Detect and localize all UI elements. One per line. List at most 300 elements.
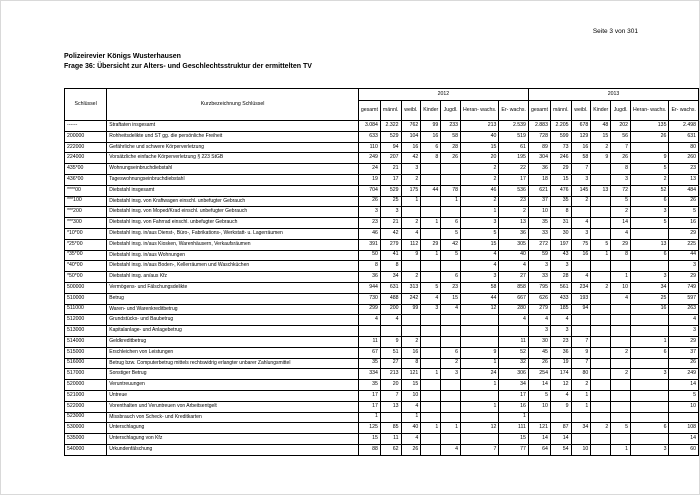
cell-value: 30 bbox=[528, 336, 550, 347]
row-label: Diebstahl insg. von Moped/Krad einschl. unbefugter Gebrauch bbox=[107, 207, 359, 218]
cell-value bbox=[631, 228, 669, 239]
cell-value bbox=[571, 412, 591, 423]
row-label: Tageswohnungseinbruchdiebstahl bbox=[107, 174, 359, 185]
table-row bbox=[65, 239, 699, 250]
cell-value: 3 bbox=[441, 369, 461, 380]
cell-value: 73 bbox=[550, 142, 571, 153]
column-header: Kinder bbox=[421, 101, 441, 121]
cell-value: 3 bbox=[669, 326, 699, 337]
cell-value bbox=[631, 315, 669, 326]
row-key: *10*00 bbox=[65, 228, 107, 239]
row-key: 514000 bbox=[65, 336, 107, 347]
cell-value bbox=[591, 272, 611, 283]
cell-value bbox=[591, 304, 611, 315]
cell-value: 1 bbox=[460, 401, 498, 412]
cell-value: 4 bbox=[421, 293, 441, 304]
cell-value: 18 bbox=[528, 174, 550, 185]
cell-value: 40 bbox=[460, 131, 498, 142]
cell-value: 3 bbox=[631, 207, 669, 218]
cell-value: 5 bbox=[669, 390, 699, 401]
cell-value bbox=[441, 434, 461, 445]
cell-value: 20 bbox=[460, 153, 498, 164]
row-key: ------ bbox=[65, 121, 107, 132]
cell-value bbox=[631, 380, 669, 391]
table-row bbox=[65, 185, 699, 196]
cell-value: 6 bbox=[441, 218, 461, 229]
row-label: Vermögens- und Fälschungsdelikte bbox=[107, 282, 359, 293]
cell-value: 529 bbox=[380, 185, 401, 196]
cell-value: 9 bbox=[631, 153, 669, 164]
cell-value bbox=[571, 434, 591, 445]
cell-value bbox=[591, 369, 611, 380]
cell-value: 225 bbox=[669, 239, 699, 250]
cell-value: 12 bbox=[550, 380, 571, 391]
cell-value bbox=[460, 326, 498, 337]
cell-value: 16 bbox=[571, 142, 591, 153]
cell-value bbox=[591, 347, 611, 358]
cell-value: 1 bbox=[460, 358, 498, 369]
row-label: Diebstahl insg. in/aus Boden-, Kellerräumen und Waschküchen bbox=[107, 261, 359, 272]
cell-value: 313 bbox=[401, 282, 421, 293]
cell-value: 13 bbox=[591, 185, 611, 196]
column-header: gesamt bbox=[528, 101, 550, 121]
cell-value: 4 bbox=[611, 228, 631, 239]
cell-value: 37 bbox=[669, 347, 699, 358]
cell-value: 45 bbox=[528, 347, 550, 358]
cell-value: 111 bbox=[499, 423, 529, 434]
cell-value: 488 bbox=[380, 293, 401, 304]
cell-value: 129 bbox=[571, 131, 591, 142]
cell-value bbox=[421, 196, 441, 207]
row-key: 436*00 bbox=[65, 174, 107, 185]
cell-value: 19 bbox=[358, 174, 380, 185]
cell-value: 3 bbox=[421, 304, 441, 315]
cell-value: 272 bbox=[528, 239, 550, 250]
cell-value: 12 bbox=[460, 423, 498, 434]
cell-value: 33 bbox=[528, 272, 550, 283]
cell-value: 42 bbox=[401, 153, 421, 164]
cell-value: 2 bbox=[571, 380, 591, 391]
cell-value: 19 bbox=[550, 358, 571, 369]
cell-value: 10 bbox=[528, 401, 550, 412]
cell-value: 195 bbox=[499, 153, 529, 164]
cell-value: 175 bbox=[401, 185, 421, 196]
row-key: 511000 bbox=[65, 304, 107, 315]
cell-value: 1 bbox=[571, 401, 591, 412]
cell-value: 6 bbox=[631, 423, 669, 434]
cell-value bbox=[421, 164, 441, 175]
cell-value: 249 bbox=[358, 153, 380, 164]
cell-value: 254 bbox=[528, 369, 550, 380]
cell-value bbox=[421, 174, 441, 185]
cell-value: 87 bbox=[550, 423, 571, 434]
cell-value: 7 bbox=[571, 358, 591, 369]
cell-value: 3 bbox=[611, 174, 631, 185]
cell-value: 88 bbox=[358, 444, 380, 455]
cell-value bbox=[611, 390, 631, 401]
cell-value: 234 bbox=[571, 282, 591, 293]
cell-value: 121 bbox=[401, 369, 421, 380]
row-key: 500000 bbox=[65, 282, 107, 293]
cell-value: 5 bbox=[591, 239, 611, 250]
cell-value: 2 bbox=[460, 196, 498, 207]
cell-value: 6 bbox=[441, 272, 461, 283]
row-label: Unterschlagung von Kfz bbox=[107, 434, 359, 445]
cell-value: 185 bbox=[550, 304, 571, 315]
cell-value bbox=[611, 434, 631, 445]
cell-value: 22 bbox=[499, 164, 529, 175]
cell-value: 13 bbox=[669, 174, 699, 185]
cell-value: 2 bbox=[571, 196, 591, 207]
question-title: Frage 36: Übersicht zur Alters- und Geschlechtsstruktur der ermittelten TV bbox=[64, 63, 312, 70]
cell-value: 536 bbox=[499, 185, 529, 196]
cell-value: 3 bbox=[550, 326, 571, 337]
row-label: Diebstahl insg. von Kraftwagen einschl. unbefugter Gebrauch bbox=[107, 196, 359, 207]
cell-value: 15 bbox=[591, 131, 611, 142]
cell-value: 7 bbox=[460, 444, 498, 455]
cell-value: 10 bbox=[611, 282, 631, 293]
row-key: *40*00 bbox=[65, 261, 107, 272]
cell-value: 2 bbox=[499, 207, 529, 218]
cell-value: 14 bbox=[611, 218, 631, 229]
cell-value: 260 bbox=[669, 153, 699, 164]
cell-value: 233 bbox=[441, 121, 461, 132]
cell-value: 44 bbox=[460, 293, 498, 304]
cell-value: 2 bbox=[611, 207, 631, 218]
cell-value: 3 bbox=[460, 218, 498, 229]
row-label: Diebstahl insg. von Fahrrad einschl. unbefugter Gebrauch bbox=[107, 218, 359, 229]
cell-value: 304 bbox=[528, 153, 550, 164]
cell-value: 34 bbox=[499, 380, 529, 391]
cell-value: 64 bbox=[528, 444, 550, 455]
cell-value: 72 bbox=[611, 185, 631, 196]
cell-value bbox=[401, 326, 421, 337]
row-label: Veruntreuungen bbox=[107, 380, 359, 391]
cell-value: 37 bbox=[528, 196, 550, 207]
cell-value: 2 bbox=[441, 358, 461, 369]
cell-value: 280 bbox=[499, 304, 529, 315]
table-row bbox=[65, 228, 699, 239]
column-header: Er- wachs. bbox=[499, 101, 529, 121]
cell-value bbox=[441, 336, 461, 347]
cell-value bbox=[421, 412, 441, 423]
cell-value: 1 bbox=[421, 423, 441, 434]
row-label: Gefährliche und schwere Körperverletzung bbox=[107, 142, 359, 153]
cell-value bbox=[611, 336, 631, 347]
cell-value: 4 bbox=[611, 293, 631, 304]
column-header: Jugdl. bbox=[611, 101, 631, 121]
row-label: Vorsätzliche einfache Körperverletzung § 223 StGB bbox=[107, 153, 359, 164]
table-row bbox=[65, 369, 699, 380]
cell-value: 51 bbox=[380, 347, 401, 358]
column-header-kurzbezeichnung: Kurzbezeichnung Schlüssel bbox=[107, 89, 359, 121]
cell-value: 2 bbox=[591, 142, 611, 153]
cell-value: 3 bbox=[358, 207, 380, 218]
cell-value: 26 bbox=[611, 153, 631, 164]
row-key: ****00 bbox=[65, 185, 107, 196]
cell-value: 4 bbox=[499, 261, 529, 272]
cell-value: 1 bbox=[358, 412, 380, 423]
row-label: Diebstahl insg. in/aus Kiosken, Warenhäusern, Verkaufsräumen bbox=[107, 239, 359, 250]
table-row bbox=[65, 304, 699, 315]
row-key: 522000 bbox=[65, 401, 107, 412]
cell-value: 29 bbox=[669, 272, 699, 283]
cell-value: 15 bbox=[441, 293, 461, 304]
cell-value: 58 bbox=[441, 131, 461, 142]
cell-value: 1 bbox=[631, 336, 669, 347]
cell-value: 14 bbox=[669, 380, 699, 391]
cell-value: 6 bbox=[631, 347, 669, 358]
cell-value: 26 bbox=[669, 196, 699, 207]
cell-value: 23 bbox=[499, 196, 529, 207]
cell-value: 8 bbox=[611, 250, 631, 261]
cell-value: 200 bbox=[380, 304, 401, 315]
cell-value: 135 bbox=[631, 121, 669, 132]
cell-value: 36 bbox=[358, 272, 380, 283]
cell-value: 17 bbox=[358, 401, 380, 412]
cell-value: 17 bbox=[499, 390, 529, 401]
table-row bbox=[65, 174, 699, 185]
cell-value bbox=[631, 401, 669, 412]
row-key: 510000 bbox=[65, 293, 107, 304]
table-row bbox=[65, 218, 699, 229]
cell-value: 5 bbox=[441, 228, 461, 239]
cell-value: 1 bbox=[460, 207, 498, 218]
cell-value: 5 bbox=[528, 390, 550, 401]
cell-value: 3 bbox=[669, 261, 699, 272]
row-label: Diebstahl insg. in/aus Dienst-, Büro-, Fabrikations-, Werkstatt- u. Lagerräumen bbox=[107, 228, 359, 239]
cell-value bbox=[631, 358, 669, 369]
table-row bbox=[65, 315, 699, 326]
cell-value bbox=[460, 412, 498, 423]
cell-value: 7 bbox=[611, 142, 631, 153]
cell-value bbox=[441, 412, 461, 423]
cell-value: 60 bbox=[669, 444, 699, 455]
cell-value: 94 bbox=[380, 142, 401, 153]
table-row bbox=[65, 412, 699, 423]
cell-value: 10 bbox=[528, 207, 550, 218]
cell-value: 4 bbox=[499, 315, 529, 326]
cell-value: 23 bbox=[441, 282, 461, 293]
row-key: 535000 bbox=[65, 434, 107, 445]
cell-value: 4 bbox=[550, 315, 571, 326]
cell-value: 52 bbox=[631, 185, 669, 196]
cell-value: 46 bbox=[460, 185, 498, 196]
cell-value: 621 bbox=[528, 185, 550, 196]
cell-value bbox=[421, 401, 441, 412]
cell-value: 3 bbox=[631, 444, 669, 455]
cell-value: 13 bbox=[499, 218, 529, 229]
table-row bbox=[65, 272, 699, 283]
cell-value: 61 bbox=[499, 142, 529, 153]
cell-value: 529 bbox=[380, 131, 401, 142]
cell-value: 213 bbox=[380, 369, 401, 380]
cell-value bbox=[358, 326, 380, 337]
table-row bbox=[65, 261, 699, 272]
cell-value bbox=[441, 401, 461, 412]
cell-value bbox=[591, 358, 611, 369]
cell-value bbox=[460, 390, 498, 401]
cell-value: 15 bbox=[460, 142, 498, 153]
cell-value: 476 bbox=[550, 185, 571, 196]
cell-value bbox=[460, 336, 498, 347]
cell-value: 4 bbox=[380, 315, 401, 326]
cell-value: 279 bbox=[528, 304, 550, 315]
cell-value: 2 bbox=[611, 347, 631, 358]
cell-value bbox=[421, 272, 441, 283]
row-key: 516000 bbox=[65, 358, 107, 369]
cell-value: 6 bbox=[421, 142, 441, 153]
cell-value: 249 bbox=[669, 369, 699, 380]
row-key: 224000 bbox=[65, 153, 107, 164]
cell-value: 25 bbox=[380, 196, 401, 207]
cell-value bbox=[528, 412, 550, 423]
cell-value: 299 bbox=[358, 304, 380, 315]
cell-value bbox=[441, 207, 461, 218]
row-label: Straftaten insgesamt bbox=[107, 121, 359, 132]
cell-value: 16 bbox=[401, 142, 421, 153]
cell-value: 2 bbox=[401, 336, 421, 347]
cell-value: 145 bbox=[571, 185, 591, 196]
cell-value bbox=[421, 347, 441, 358]
cell-value: 14 bbox=[550, 434, 571, 445]
cell-value: 8 bbox=[380, 261, 401, 272]
cell-value: 3 bbox=[528, 261, 550, 272]
cell-value: 24 bbox=[460, 369, 498, 380]
row-key: 520000 bbox=[65, 380, 107, 391]
table-row bbox=[65, 336, 699, 347]
cell-value: 263 bbox=[669, 304, 699, 315]
table-row bbox=[65, 380, 699, 391]
cell-value bbox=[441, 261, 461, 272]
cell-value: 306 bbox=[499, 369, 529, 380]
cell-value: 8 bbox=[358, 261, 380, 272]
cell-value bbox=[421, 434, 441, 445]
cell-value: 4 bbox=[401, 434, 421, 445]
cell-value: 7 bbox=[380, 390, 401, 401]
cell-value bbox=[441, 315, 461, 326]
cell-value: 730 bbox=[358, 293, 380, 304]
cell-value: 9 bbox=[571, 347, 591, 358]
cell-value bbox=[591, 315, 611, 326]
cell-value: 8 bbox=[421, 153, 441, 164]
cell-value: 3 bbox=[380, 207, 401, 218]
cell-value: 110 bbox=[358, 142, 380, 153]
cell-value: 631 bbox=[380, 282, 401, 293]
cell-value: 4 bbox=[669, 315, 699, 326]
cell-value: 17 bbox=[380, 174, 401, 185]
cell-value: 121 bbox=[528, 423, 550, 434]
cell-value: 4 bbox=[401, 401, 421, 412]
row-key: 435*00 bbox=[65, 164, 107, 175]
cell-value: 1 bbox=[421, 250, 441, 261]
cell-value: 41 bbox=[380, 250, 401, 261]
revier-title: Polizeirevier Königs Wusterhausen bbox=[64, 53, 181, 60]
cell-value bbox=[591, 336, 611, 347]
cell-value: 1 bbox=[401, 196, 421, 207]
cell-value: 4 bbox=[460, 250, 498, 261]
cell-value bbox=[591, 390, 611, 401]
row-label: Diebstahl insg. in/aus Wohnungen bbox=[107, 250, 359, 261]
cell-value bbox=[591, 412, 611, 423]
cell-value: 17 bbox=[499, 174, 529, 185]
cell-value: 14 bbox=[669, 434, 699, 445]
cell-value: 33 bbox=[528, 228, 550, 239]
table-row bbox=[65, 142, 699, 153]
cell-value bbox=[611, 380, 631, 391]
cell-value bbox=[380, 326, 401, 337]
table-row bbox=[65, 282, 699, 293]
cell-value: 30 bbox=[550, 228, 571, 239]
cell-value: 25 bbox=[631, 293, 669, 304]
cell-value: 16 bbox=[631, 304, 669, 315]
table-row bbox=[65, 434, 699, 445]
cell-value: 1 bbox=[571, 390, 591, 401]
row-label: Vorenthalten und Veruntreuen von Arbeitsentgelt bbox=[107, 401, 359, 412]
cell-value: 75 bbox=[571, 239, 591, 250]
cell-value bbox=[631, 142, 669, 153]
cell-value: 59 bbox=[528, 250, 550, 261]
cell-value: 77 bbox=[499, 444, 529, 455]
cell-value: 52 bbox=[499, 347, 529, 358]
table-row bbox=[65, 250, 699, 261]
column-header: weibl. bbox=[571, 101, 591, 121]
cell-value: 27 bbox=[499, 272, 529, 283]
cell-value: 16 bbox=[499, 401, 529, 412]
row-key: 523000 bbox=[65, 412, 107, 423]
cell-value bbox=[571, 261, 591, 272]
cell-value: 34 bbox=[380, 272, 401, 283]
column-header: gesamt bbox=[358, 101, 380, 121]
cell-value: 94 bbox=[571, 304, 591, 315]
cell-value bbox=[631, 261, 669, 272]
table-body bbox=[65, 121, 699, 456]
cell-value bbox=[421, 326, 441, 337]
row-key: ***200 bbox=[65, 207, 107, 218]
row-label: Rohheitsdelikte und ST gg. die persönliche Freiheit bbox=[107, 131, 359, 142]
cell-value: 44 bbox=[421, 185, 441, 196]
cell-value: 5 bbox=[669, 207, 699, 218]
cell-value: 9 bbox=[401, 250, 421, 261]
cell-value: 34 bbox=[631, 282, 669, 293]
row-key: 530000 bbox=[65, 423, 107, 434]
cell-value bbox=[631, 412, 669, 423]
cell-value bbox=[591, 444, 611, 455]
row-key: 512000 bbox=[65, 315, 107, 326]
cell-value: 12 bbox=[460, 304, 498, 315]
cell-value: 4 bbox=[528, 315, 550, 326]
row-label: Diebstahl insgesamt bbox=[107, 185, 359, 196]
row-key: 222000 bbox=[65, 142, 107, 153]
page-indicator: Seite 3 von 301 bbox=[592, 28, 638, 35]
cell-value: 1 bbox=[441, 196, 461, 207]
row-key: 517000 bbox=[65, 369, 107, 380]
column-header-year-2012: 2012 bbox=[358, 89, 528, 101]
cell-value bbox=[441, 380, 461, 391]
table-row bbox=[65, 347, 699, 358]
row-label: Urkundenfälschung bbox=[107, 444, 359, 455]
cell-value: 213 bbox=[460, 121, 498, 132]
cell-value: 9 bbox=[591, 153, 611, 164]
statistics-table bbox=[64, 88, 699, 456]
table-row bbox=[65, 207, 699, 218]
cell-value: 2 bbox=[401, 272, 421, 283]
cell-value: 7 bbox=[571, 164, 591, 175]
cell-value: 2 bbox=[460, 174, 498, 185]
cell-value: 67 bbox=[358, 347, 380, 358]
cell-value bbox=[441, 326, 461, 337]
cell-value: 2 bbox=[460, 164, 498, 175]
